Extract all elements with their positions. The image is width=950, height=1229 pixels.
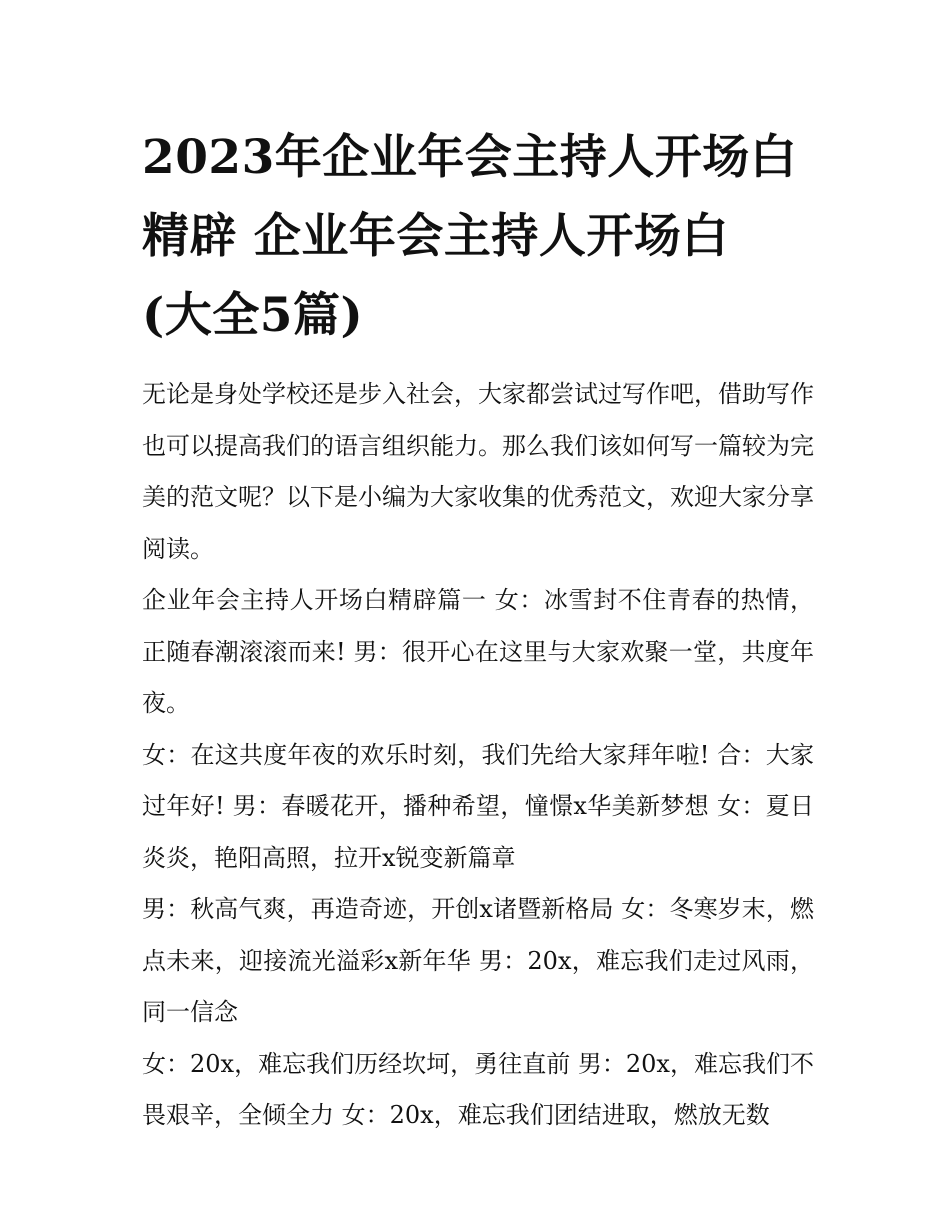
body-paragraph: 企业年会主持人开场白精辟篇一 女：冰雪封不住青春的热情，正随春潮滚滚而来! 男：很开心在这里与大家欢聚一堂，共度年夜。 bbox=[142, 586, 814, 717]
document-page bbox=[142, 118, 814, 1142]
title-line: 精辟 企业年会主持人开场白 bbox=[142, 209, 729, 264]
document-body bbox=[142, 369, 814, 1142]
body-paragraph: 男：秋高气爽，再造奇迹，开创x诸暨新格局 女：冬寒岁末，燃点未来，迎接流光溢彩x新年华 男：20x，难忘我们走过风雨，同一信念 bbox=[142, 895, 814, 1026]
body-paragraph: 女：在这共度年夜的欢乐时刻，我们先给大家拜年啦! 合：大家过年好! 男：春暖花开，播种希望，憧憬x华美新梦想 女：夏日炎炎，艳阳高照，拉开x锐变新篇章 bbox=[142, 740, 814, 872]
title-line: 2023年企业年会主持人开场白 bbox=[142, 130, 798, 185]
intro-paragraph: 无论是身处学校还是步入社会，大家都尝试过写作吧，借助写作也可以提高我们的语言组织能力。那么我们该如何写一篇较为完美的范文呢？以下是小编为大家收集的优秀范文，欢迎大家分享阅读。 bbox=[142, 380, 814, 563]
body-paragraph: 女：20x，难忘我们历经坎坷，勇往直前 男：20x，难忘我们不畏艰辛，全倾全力 女：20x，难忘我们团结进取，燃放无数 bbox=[142, 1049, 814, 1129]
title-line: (大全5篇) bbox=[142, 288, 364, 343]
document-title bbox=[142, 118, 814, 355]
